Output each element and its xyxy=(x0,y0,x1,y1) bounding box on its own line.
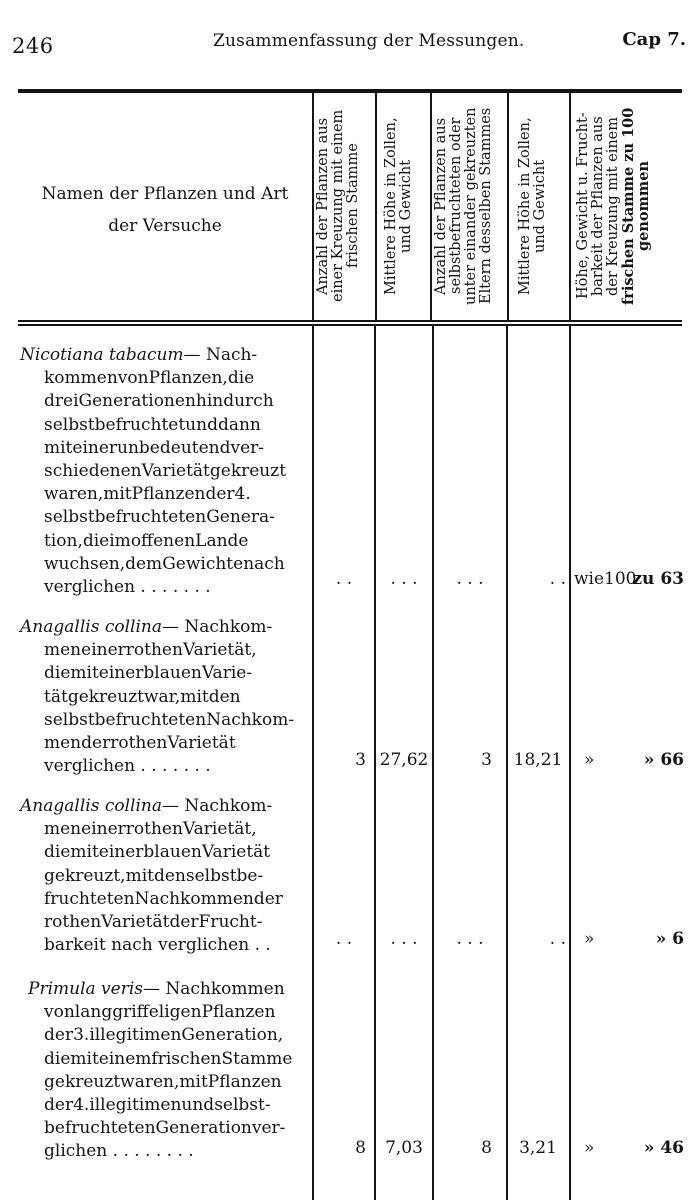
table-row-description xyxy=(20,795,310,957)
word: die xyxy=(44,1048,71,1069)
word: den xyxy=(208,686,241,707)
word: mit xyxy=(44,437,73,458)
word: und xyxy=(181,1095,215,1116)
word: den xyxy=(153,865,186,886)
description-line xyxy=(20,616,310,639)
word: selbstbefruchteten xyxy=(44,709,207,730)
column-header-line: frischen Stamme zu 100 xyxy=(620,107,637,305)
table-row-description xyxy=(20,616,310,778)
word: mit xyxy=(70,842,99,863)
cell-count-self: . . . xyxy=(456,569,484,589)
cell-height-crossed: 27,62 xyxy=(379,750,429,770)
column-header-line: Eltern desselben Stammes xyxy=(478,107,494,305)
description-line xyxy=(20,732,310,755)
running-title: Zusammenfassung der Messungen. xyxy=(213,31,525,51)
word: gekreuzt xyxy=(44,1071,121,1092)
word: die xyxy=(44,663,71,684)
description-line xyxy=(20,460,310,483)
word: der xyxy=(81,733,111,754)
word: der xyxy=(169,912,199,933)
word: unbedeutend xyxy=(117,437,231,458)
column-header-height-crossed xyxy=(384,100,424,312)
description-line xyxy=(20,390,310,413)
description-line xyxy=(20,1001,310,1024)
word: einer xyxy=(98,663,144,684)
description-line xyxy=(20,639,310,662)
description-line xyxy=(20,530,310,553)
column-header-names xyxy=(22,178,308,242)
species-name: Anagallis collina xyxy=(20,796,162,816)
description-line xyxy=(20,1094,310,1117)
description-line xyxy=(20,865,310,888)
cell-ratio-value: » 46 xyxy=(643,1138,684,1158)
word: offenen xyxy=(130,530,196,551)
word: Generation xyxy=(155,1118,252,1139)
cell-count-crossed: 3 xyxy=(355,750,366,770)
word: Varie- xyxy=(201,663,253,684)
word: einer xyxy=(72,437,118,458)
word: gekreuzt xyxy=(67,686,144,707)
word: selbstbefruchteten xyxy=(44,507,207,528)
word: einer xyxy=(98,842,144,863)
word: rothen xyxy=(44,912,102,933)
column-header-line: Mittlere Höhe in Zollen, xyxy=(517,117,533,295)
column-header-line: Höhe, Gewicht u. Frucht- xyxy=(575,112,591,300)
description-line xyxy=(20,841,310,864)
description-line xyxy=(20,1071,310,1094)
word: selbst- xyxy=(214,1095,271,1116)
cell-count-crossed: . . xyxy=(335,569,353,589)
word: der xyxy=(44,1025,74,1046)
word: der xyxy=(253,888,283,909)
cell-count-self: 3 xyxy=(481,750,492,770)
table-top-rule xyxy=(18,89,682,93)
word: Varietät xyxy=(101,912,170,933)
word: Genera- xyxy=(206,507,275,528)
word: Pflanzen xyxy=(201,1002,276,1023)
description-line xyxy=(20,367,310,390)
description-text: — Nach- xyxy=(183,345,258,365)
word: Generationen xyxy=(78,391,196,412)
word: und xyxy=(185,414,218,435)
column-header-line: Anzahl der Pflanzen aus xyxy=(433,117,449,295)
cell-ratio-prefix: » xyxy=(584,929,595,949)
cell-height-crossed: 7,03 xyxy=(385,1138,423,1158)
word: Lande xyxy=(195,530,249,551)
cell-height-self: . . xyxy=(549,569,566,589)
word: von xyxy=(117,368,149,389)
word: drei xyxy=(44,391,79,412)
word: rothen xyxy=(125,819,183,840)
cell-count-self: . . . xyxy=(456,929,484,949)
word: illegitimen xyxy=(89,1025,182,1046)
word: Varietät, xyxy=(182,819,257,840)
column-header-ratio xyxy=(576,100,676,312)
description-line xyxy=(20,818,310,841)
word: der xyxy=(44,1095,74,1116)
word: gekreuzt, xyxy=(44,865,126,886)
description-text: — Nachkom- xyxy=(161,796,273,816)
word: Gewichte xyxy=(162,553,244,574)
word: langgriffeligen xyxy=(74,1002,202,1023)
description-text: — Nachkommen xyxy=(143,979,285,999)
word: 3. xyxy=(73,1025,90,1046)
word: tion, xyxy=(44,530,83,551)
cell-height-crossed: . . . xyxy=(390,569,418,589)
word: Varietät xyxy=(201,842,271,863)
word: mit xyxy=(103,484,132,505)
word: frischen xyxy=(151,1048,222,1069)
cell-ratio-prefix: » xyxy=(584,750,595,770)
description-line xyxy=(20,1024,310,1047)
word: Varietät xyxy=(141,461,210,482)
cell-height-crossed: . . . xyxy=(390,929,418,949)
cell-ratio-value: » 6 xyxy=(655,929,684,949)
header-rule-upper xyxy=(18,320,682,322)
word: men xyxy=(44,733,82,754)
description-line xyxy=(20,1117,310,1140)
column-divider xyxy=(430,93,432,320)
column-header-line: unter einander gekreuzten xyxy=(463,107,479,305)
column-divider xyxy=(569,326,571,1200)
word: die xyxy=(82,530,110,551)
description-line xyxy=(20,344,310,367)
word: ver- xyxy=(251,1118,286,1139)
column-header-line: der Kreuzung mit einem xyxy=(605,116,621,296)
word: Pflanzen xyxy=(131,484,206,505)
description-line: verglichen . . . . . . . xyxy=(44,577,211,598)
word: selbstbe- xyxy=(185,865,264,886)
chapter-label: Cap 7. xyxy=(622,29,686,50)
word: schiedenen xyxy=(44,461,142,482)
description-line xyxy=(20,978,310,1001)
cell-height-self: 3,21 xyxy=(519,1138,557,1158)
cell-count-self: 8 xyxy=(481,1138,492,1158)
word: mit xyxy=(180,686,209,707)
word: die xyxy=(44,842,71,863)
word: tät xyxy=(44,686,68,707)
word: mit xyxy=(70,1048,99,1069)
word: war, xyxy=(143,686,181,707)
description-line: glichen . . . . . . . . xyxy=(44,1141,194,1162)
description-line: verglichen . . . . . . . xyxy=(44,756,211,777)
cell-ratio-value: zu 63 xyxy=(632,569,684,589)
column-header-line: frischen Stamme xyxy=(345,143,361,269)
description-line: barkeit nach verglichen . . xyxy=(44,935,271,956)
cell-ratio-value: » 66 xyxy=(643,750,684,770)
word: wuchsen, xyxy=(44,553,126,574)
column-header-line: selbstbefruchteten oder xyxy=(448,117,464,295)
word: kommen xyxy=(44,368,118,389)
word: einer xyxy=(81,819,126,840)
word: Nachkom- xyxy=(206,709,295,730)
word: selbstbefruchtet xyxy=(44,414,186,435)
word: illegitimen xyxy=(89,1095,182,1116)
word: 4. xyxy=(234,484,251,505)
cell-height-self: . . xyxy=(549,929,566,949)
species-name: Anagallis collina xyxy=(20,617,162,637)
column-header-line: und Gewicht xyxy=(398,159,414,253)
word: die xyxy=(227,368,255,389)
column-header-line: der Versuche xyxy=(108,216,222,236)
column-header-line: Mittlere Höhe in Zollen, xyxy=(383,117,399,295)
cell-height-self: 18,21 xyxy=(513,750,563,770)
word: von xyxy=(44,1002,75,1023)
description-line xyxy=(20,506,310,529)
description-line xyxy=(20,911,310,934)
column-header-line: einer Kreuzung mit einem xyxy=(330,109,346,303)
species-name: Nicotiana tabacum xyxy=(20,345,184,365)
cell-count-crossed: 8 xyxy=(355,1138,366,1158)
word: men xyxy=(44,640,82,661)
description-line xyxy=(20,1048,310,1071)
description-line xyxy=(20,709,310,732)
word: mit xyxy=(179,1071,208,1092)
column-header-count-self xyxy=(434,100,504,312)
column-divider xyxy=(507,93,509,320)
word: mit xyxy=(125,865,154,886)
word: einem xyxy=(98,1048,152,1069)
word: Nachkommen xyxy=(134,888,254,909)
word: Varietät, xyxy=(182,640,257,661)
description-line xyxy=(20,553,310,576)
word: rothen xyxy=(125,640,183,661)
column-divider xyxy=(375,93,377,320)
description-text: — Nachkom- xyxy=(161,617,273,637)
column-header-count-crossed xyxy=(316,100,372,312)
word: dann xyxy=(217,414,261,435)
word: waren, xyxy=(120,1071,180,1092)
word: befruchteten xyxy=(44,1118,156,1139)
description-line xyxy=(20,888,310,911)
word: mit xyxy=(70,663,99,684)
description-line xyxy=(20,437,310,460)
word: rothen xyxy=(110,733,168,754)
column-header-line: Namen der Pflanzen und Art xyxy=(41,184,289,204)
species-name: Primula veris xyxy=(28,979,143,999)
word: einer xyxy=(81,640,126,661)
word: waren, xyxy=(44,484,104,505)
word: im xyxy=(109,530,131,551)
word: gekreuzt xyxy=(209,461,287,482)
word: blauen xyxy=(143,663,202,684)
header-rule-lower xyxy=(18,324,682,326)
table-row-description xyxy=(20,978,310,1164)
word: Frucht- xyxy=(198,912,263,933)
word: Generation, xyxy=(181,1025,284,1046)
word: Pflanzen xyxy=(207,1071,282,1092)
column-header-line: genommen xyxy=(635,160,652,252)
word: men xyxy=(44,819,82,840)
word: der xyxy=(205,484,235,505)
column-header-height-self xyxy=(518,100,558,312)
word: fruchteten xyxy=(44,888,135,909)
column-divider xyxy=(569,93,571,320)
column-header-line: und Gewicht xyxy=(532,159,548,253)
column-header-line: barkeit der Pflanzen aus xyxy=(590,116,606,296)
word: hindurch xyxy=(195,391,274,412)
cell-ratio-prefix: wie100 xyxy=(574,569,637,589)
word: Varietät xyxy=(167,733,236,754)
page-number: 246 xyxy=(12,34,54,58)
word: blauen xyxy=(143,842,202,863)
cell-count-crossed: . . xyxy=(335,929,353,949)
column-divider xyxy=(312,93,314,320)
word: ver- xyxy=(230,437,265,458)
word: Pflanzen, xyxy=(148,368,228,389)
description-line xyxy=(20,686,310,709)
description-line xyxy=(20,483,310,506)
description-line xyxy=(20,662,310,685)
word: 4. xyxy=(73,1095,90,1116)
description-line xyxy=(20,795,310,818)
word: nach xyxy=(243,553,285,574)
description-line xyxy=(20,414,310,437)
word: Stamme xyxy=(221,1048,293,1069)
word: dem xyxy=(125,553,163,574)
table-row-description xyxy=(20,344,310,599)
cell-ratio-prefix: » xyxy=(584,1138,595,1158)
column-header-line: Anzahl der Pflanzen aus xyxy=(315,117,331,295)
